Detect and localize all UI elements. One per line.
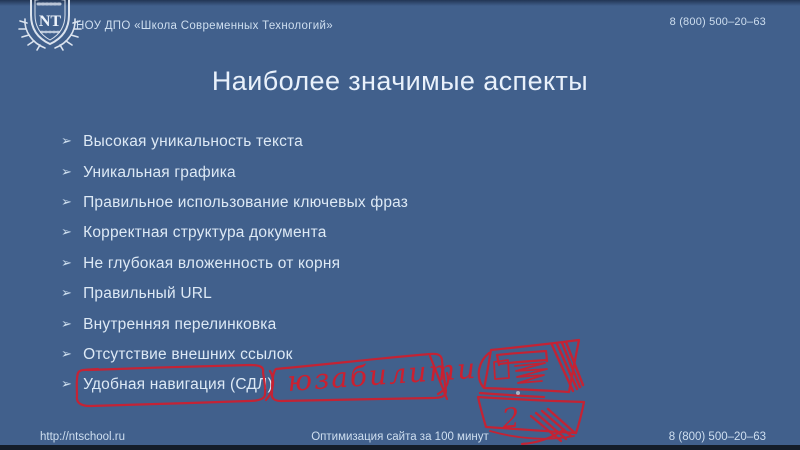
list-item-text: Высокая уникальность текста — [83, 133, 303, 151]
header-phone-number: 8 (800) 500–20–63 — [669, 16, 766, 28]
bullet-list — [61, 127, 408, 401]
footer-bar — [0, 428, 800, 445]
list-item — [61, 218, 408, 248]
organization-name: НОУ ДПО «Школа Современных Технологий» — [76, 20, 333, 32]
handwritten-word: юзабилити — [286, 351, 479, 398]
list-item — [61, 279, 408, 309]
sketch-number: 2 — [500, 402, 521, 435]
header-bar — [0, 0, 800, 52]
list-item — [61, 309, 408, 339]
list-item-text: Правильный URL — [83, 285, 212, 303]
logo-initials: NT — [38, 13, 62, 30]
arrow-bullet-icon: ➢ — [61, 254, 73, 270]
arrow-bullet-icon: ➢ — [61, 285, 73, 301]
arrow-bullet-icon: ➢ — [61, 315, 73, 331]
list-item-text: Удобная навигация (СДЛ) — [83, 376, 273, 394]
footer-url: http://ntschool.ru — [40, 431, 126, 443]
list-item-text: Внутренняя перелинковка — [83, 315, 277, 333]
list-item — [61, 249, 408, 279]
list-item — [61, 340, 408, 370]
arrow-bullet-icon: ➢ — [61, 133, 73, 149]
arrow-bullet-icon: ➢ — [61, 193, 73, 209]
cursor-dot — [516, 391, 520, 395]
footer-phone-number: 8 (800) 500–20–63 — [668, 431, 766, 443]
arrow-bullet-icon: ➢ — [61, 163, 73, 179]
list-item-text: Не глубокая вложенность от корня — [83, 254, 341, 272]
list-item — [61, 127, 408, 157]
list-item-text: Правильное использование ключевых фраз — [83, 193, 409, 211]
footer-course-title: Оптимизация сайта за 100 минут — [311, 431, 489, 443]
arrow-bullet-icon: ➢ — [61, 376, 73, 392]
slide-title: Наиболее значимые аспекты — [211, 66, 589, 96]
list-item-text: Уникальная графика — [83, 163, 236, 181]
list-item-text: Корректная структура документа — [83, 224, 327, 242]
list-item-text: Отсутствие внешних ссылок — [83, 345, 293, 363]
list-item — [61, 188, 408, 218]
bottom-dark-strip — [0, 445, 800, 450]
arrow-bullet-icon: ➢ — [61, 345, 73, 361]
list-item — [61, 157, 408, 187]
list-item — [61, 370, 408, 400]
arrow-bullet-icon: ➢ — [61, 224, 73, 240]
